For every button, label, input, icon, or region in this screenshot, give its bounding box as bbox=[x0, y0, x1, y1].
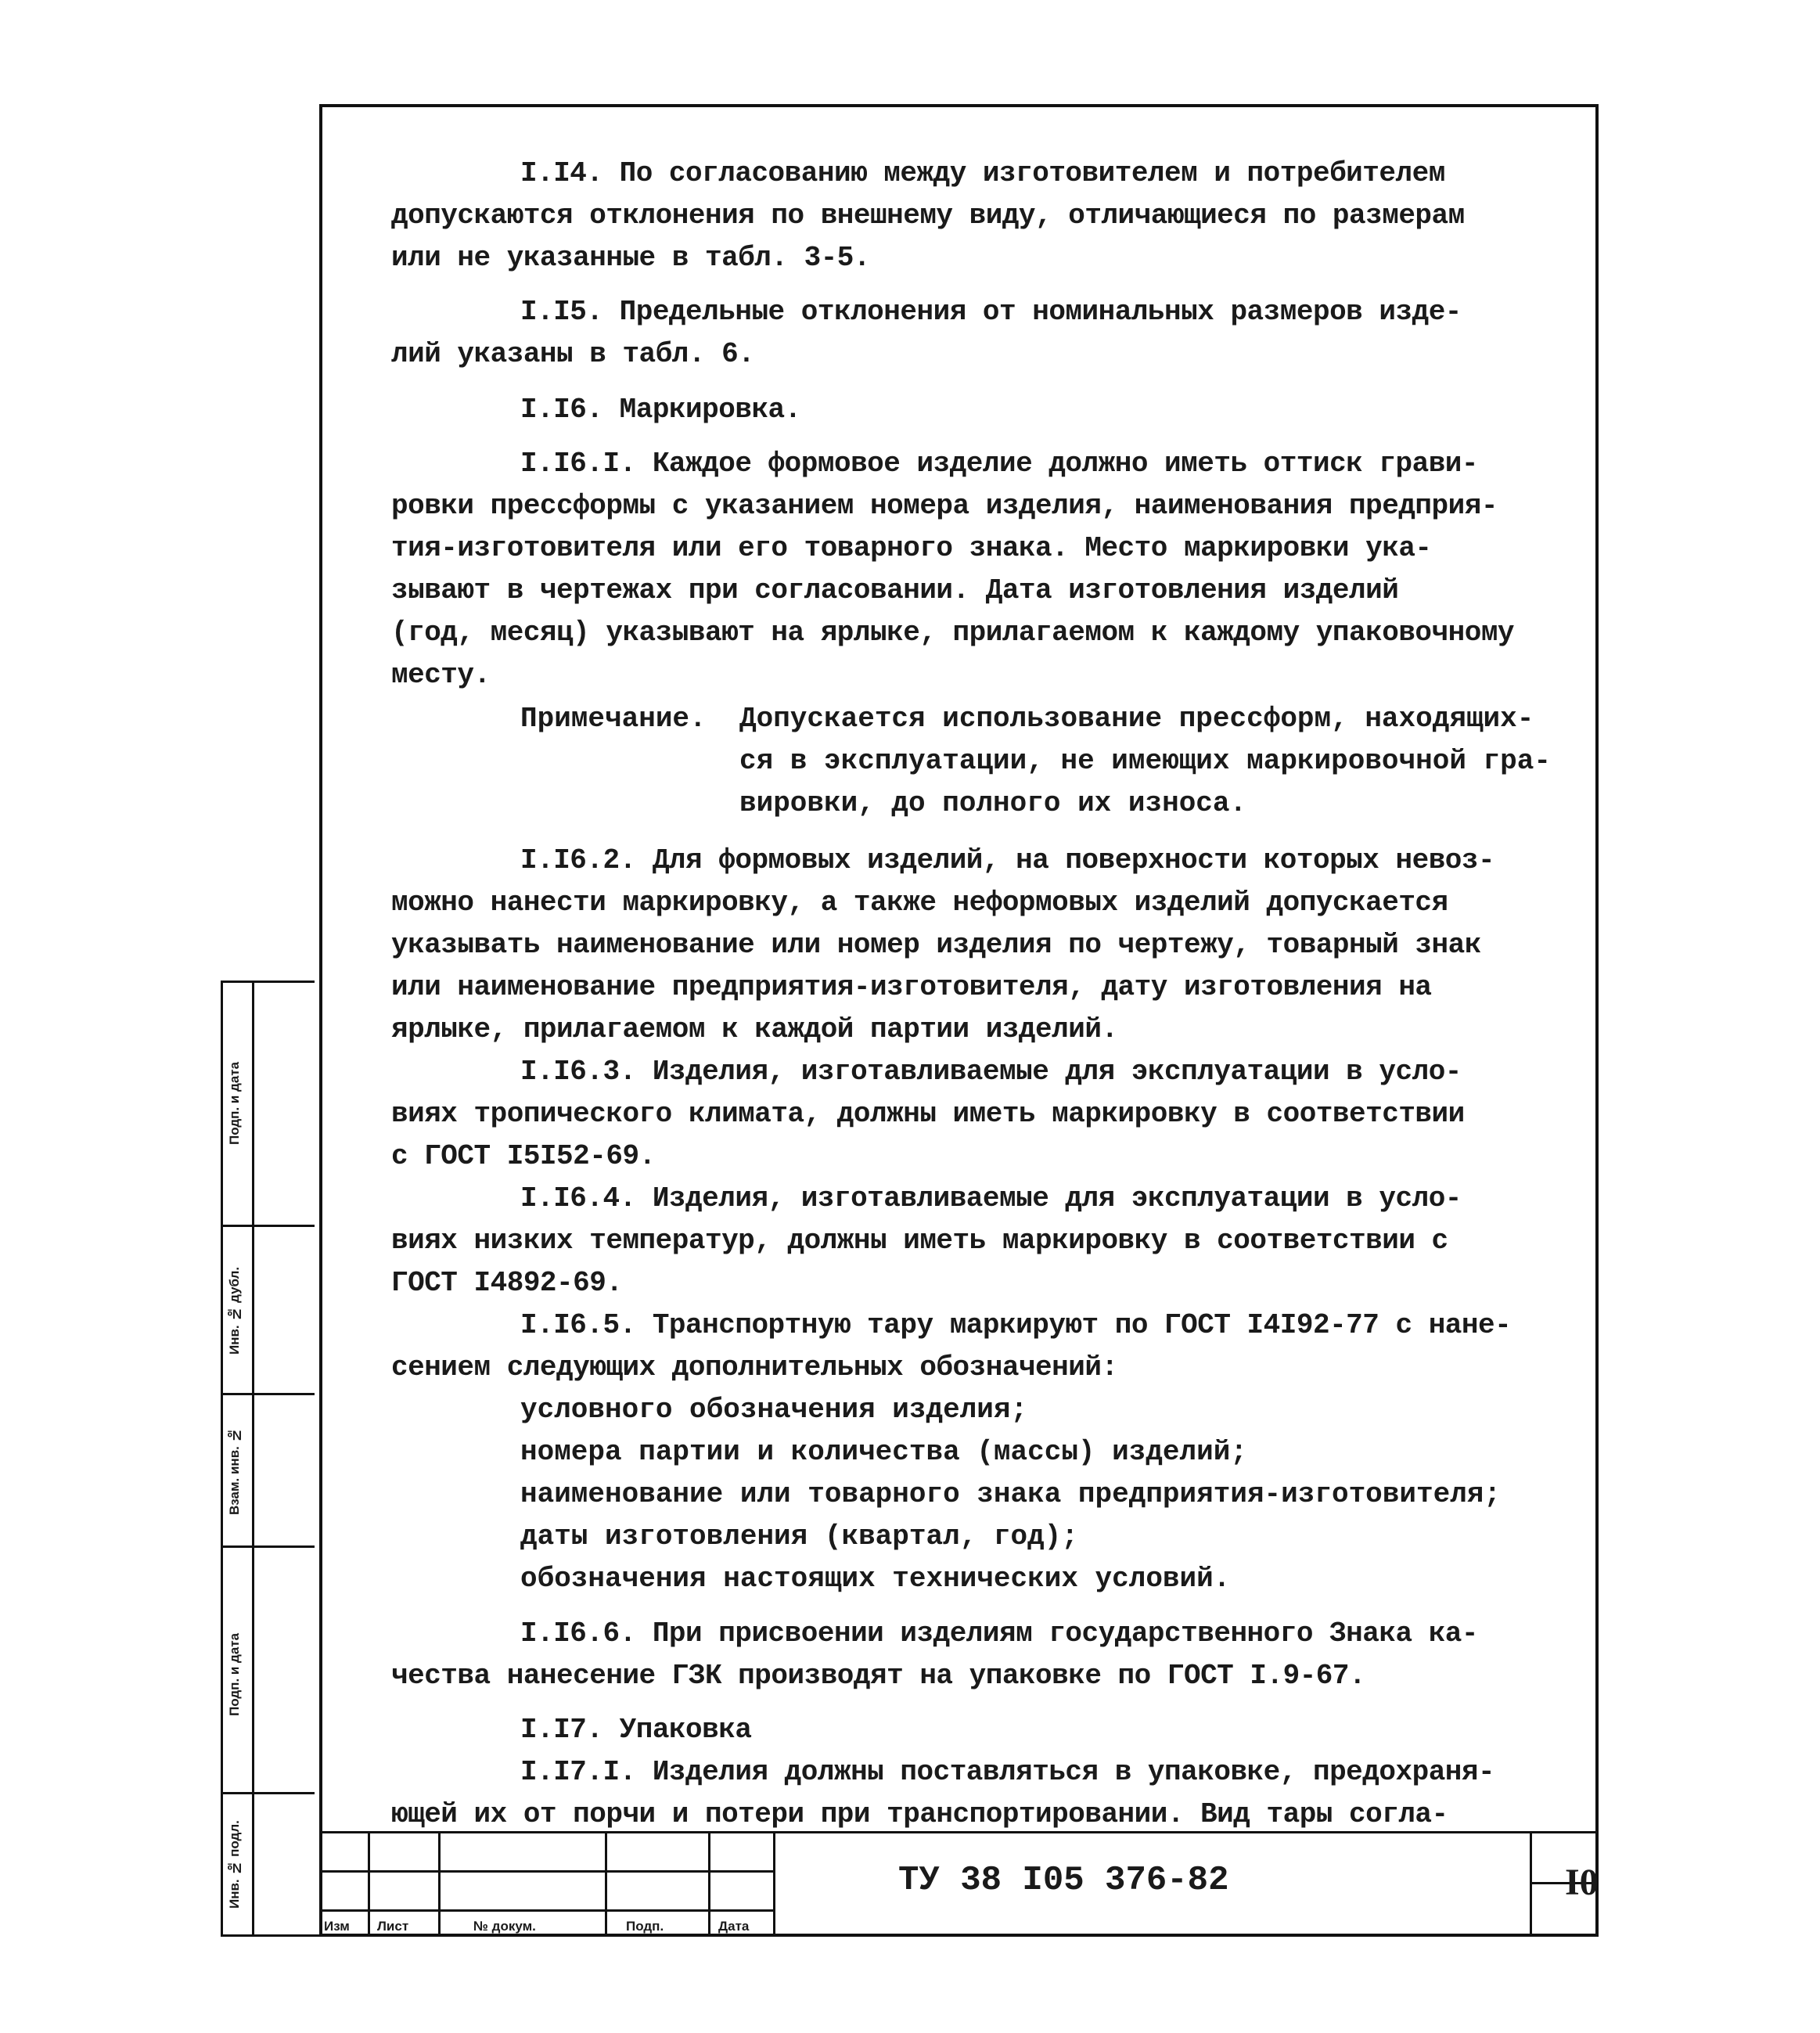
paragraph-1-16-5-line2: сением следующих дополнительных обозначений: bbox=[391, 1351, 1118, 1384]
caption-doc-number: № докум. bbox=[473, 1919, 536, 1934]
paragraph-1-16-3-line3: с ГОСТ I5I52-69. bbox=[391, 1140, 656, 1172]
paragraph-1-16-2-line3: указывать наименование или номер изделия по чертежу, товарный знак bbox=[391, 929, 1481, 961]
paragraph-1-16-2-line1: I.I6.2. Для формовых изделий, на поверхности которых невоз- bbox=[520, 844, 1495, 876]
document-code: ТУ 38 I05 376-82 bbox=[898, 1861, 1229, 1900]
paragraph-1-17-1-line1: I.I7.I. Изделия должны поставляться в упаковке, предохраня- bbox=[520, 1756, 1495, 1788]
caption-date: Дата bbox=[718, 1919, 750, 1934]
list-item: условного обозначения изделия; bbox=[520, 1394, 1028, 1426]
paragraph-1-16-1-line1: I.I6.I. Каждое формовое изделие должно иметь оттиск грави- bbox=[520, 448, 1479, 480]
note-line1: Допускается использование прессформ, находящих- bbox=[739, 703, 1534, 735]
paragraph-1-15-line2: лий указаны в табл. 6. bbox=[391, 338, 755, 370]
section-heading-packaging: I.I7. Упаковка bbox=[520, 1714, 752, 1746]
paragraph-1-16-2-line5: ярлыке, прилагаемом к каждой партии изделий. bbox=[391, 1013, 1118, 1045]
section-heading-marking: I.I6. Маркировка. bbox=[520, 394, 801, 426]
paragraph-1-16-3-line2: виях тропического климата, должны иметь маркировку в соответствии bbox=[391, 1098, 1465, 1130]
paragraph-1-16-2-line2: можно нанести маркировку, а также неформовых изделий допускается bbox=[391, 887, 1448, 919]
paragraph-1-14-line2: допускаются отклонения по внешнему виду, отличающиеся по размерам bbox=[391, 200, 1465, 232]
caption-change: Изм bbox=[324, 1919, 350, 1934]
list-item: номера партии и количества (массы) изделий; bbox=[520, 1436, 1247, 1468]
side-label-signature-date-2: Подп. и дата bbox=[227, 1632, 242, 1717]
list-item: наименование или товарного знака предприятия-изготовителя; bbox=[520, 1478, 1502, 1510]
side-label-orig-inv-no: Инв. № подл. bbox=[227, 1820, 242, 1909]
side-label-signature-date-1: Подп. и дата bbox=[227, 1061, 242, 1146]
paragraph-1-16-1-line3: тия-изготовителя или его товарного знака. Место маркировки ука- bbox=[391, 532, 1432, 564]
list-item: даты изготовления (квартал, год); bbox=[520, 1520, 1078, 1553]
paragraph-1-16-1-line2: ровки прессформы с указанием номера изделия, наименования предприя- bbox=[391, 490, 1498, 522]
paragraph-1-14-line3: или не указанные в табл. 3-5. bbox=[391, 242, 871, 274]
paragraph-1-16-6-line2: чества нанесение ГЗК производят на упаковке по ГОСТ I.9-67. bbox=[391, 1660, 1366, 1692]
paragraph-1-16-4-line2: виях низких температур, должны иметь маркировку в соответствии с bbox=[391, 1225, 1448, 1257]
paragraph-1-16-2-line4: или наименование предприятия-изготовителя, дату изготовления на bbox=[391, 971, 1432, 1003]
paragraph-1-16-4-line3: ГОСТ I4892-69. bbox=[391, 1267, 623, 1299]
note-line2: ся в эксплуатации, не имеющих маркировочной гра- bbox=[739, 745, 1551, 777]
paragraph-1-16-3-line1: I.I6.3. Изделия, изготавливаемые для эксплуатации в усло- bbox=[520, 1056, 1462, 1088]
note-label: Примечание. bbox=[520, 703, 707, 735]
page-number: I0 bbox=[1565, 1862, 1599, 1903]
list-item: обозначения настоящих технических условий. bbox=[520, 1563, 1231, 1595]
paragraph-1-14-line1: I.I4. По согласованию между изготовителем и потребителем bbox=[520, 157, 1445, 189]
paragraph-1-16-1-line4: зывают в чертежах при согласовании. Дата изготовления изделий bbox=[391, 574, 1399, 606]
paragraph-1-17-1-line2: ющей их от порчи и потери при транспортировании. Вид тары согла- bbox=[391, 1798, 1448, 1830]
paragraph-1-15-line1: I.I5. Предельные отклонения от номинальных размеров изде- bbox=[520, 296, 1462, 328]
paragraph-1-16-5-line1: I.I6.5. Транспортную тару маркируют по ГОСТ I4I92-77 с нане- bbox=[520, 1309, 1512, 1341]
caption-sheet: Лист bbox=[377, 1919, 409, 1934]
side-label-dup-inv-no: Инв. № дубл. bbox=[227, 1266, 242, 1355]
note-line3: вировки, до полного их износа. bbox=[739, 787, 1247, 819]
paragraph-1-16-1-line6: месту. bbox=[391, 659, 491, 691]
side-label-replace-inv-no: Взам. инв. № bbox=[227, 1427, 242, 1515]
paragraph-1-16-6-line1: I.I6.6. При присвоении изделиям государственного Знака ка- bbox=[520, 1617, 1479, 1650]
caption-signature: Подп. bbox=[626, 1919, 664, 1934]
paragraph-1-16-4-line1: I.I6.4. Изделия, изготавливаемые для эксплуатации в усло- bbox=[520, 1182, 1462, 1214]
paragraph-1-16-1-line5: (год, месяц) указывают на ярлыке, прилагаемом к каждому упаковочному bbox=[391, 617, 1515, 649]
